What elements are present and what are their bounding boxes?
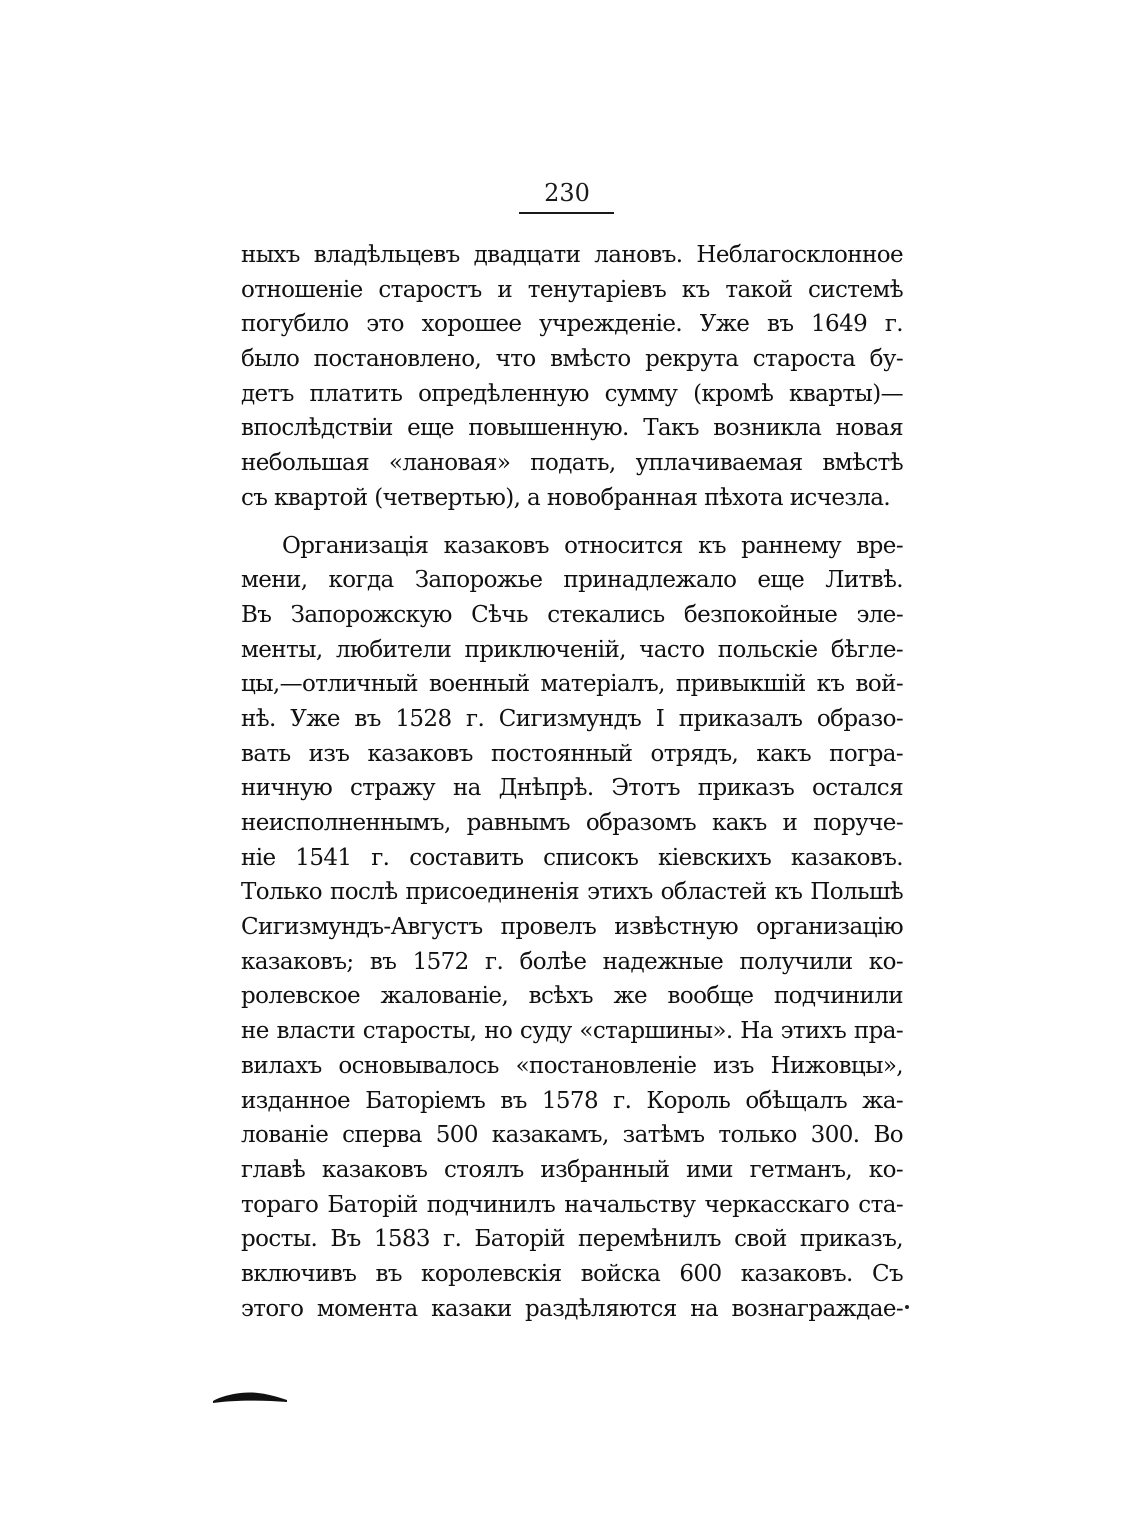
paragraph-2-line: нѣ. Уже въ 1528 г. Сигизмундъ I приказалъ образо- (241, 705, 903, 732)
paragraph-2-line: ничную стражу на Днѣпрѣ. Этотъ приказъ остался (241, 775, 903, 802)
paragraph-2-line: вать изъ казаковъ постоянный отрядъ, какъ погра- (241, 740, 903, 767)
paragraph-2-line: неисполненнымъ, равнымъ образомъ какъ и поруче- (241, 810, 903, 836)
paragraph-2-line: изданное Баторіемъ въ 1578 г. Король обѣщалъ жа- (241, 1087, 903, 1114)
paragraph-2-line: Въ Запорожскую Сѣчь стекались безпокойные эле- (241, 601, 903, 628)
paragraph-1-line: детъ платить опредѣленную сумму (кромѣ кварты)— (241, 380, 903, 407)
paragraph-2-line: лованіе сперва 500 казакамъ, затѣмъ только 300. Во (241, 1122, 903, 1149)
paragraph-1-line: ныхъ владѣльцевъ двадцати лановъ. Неблагосклонное (241, 242, 903, 268)
paragraph-2-line: этого момента казаки раздѣляются на вознаграждае- (241, 1295, 903, 1322)
ink-speck (905, 1305, 909, 1309)
paragraph-1-line: впослѣдствіи еще повышенную. Такъ возникла новая (241, 415, 903, 442)
paragraph-gap (241, 516, 903, 529)
ink-smudge (213, 1391, 287, 1403)
paragraph-1-line: съ квартой (четвертью), а новобранная пѣхота исчезла. (241, 484, 891, 511)
paragraph-2-line: казаковъ; въ 1572 г. болѣе надежные получили ко- (241, 948, 903, 975)
paragraph-1-line: погубило это хорошее учрежденіе. Уже въ 1649 г. (241, 311, 903, 338)
paragraph-2-line: Сигизмундъ-Августъ провелъ извѣстную организацію (241, 914, 903, 941)
page-number-rule (519, 212, 614, 214)
paragraph-2-line: ніе 1541 г. составить списокъ кіевскихъ казаковъ. (241, 844, 903, 871)
paragraph-2-line: не власти старосты, но суду «старшины». На этихъ пра- (241, 1018, 903, 1045)
paragraph-2-line: ролевское жалованіе, всѣхъ же вообще подчинили (241, 983, 903, 1010)
paragraph-1-line: небольшая «лановая» подать, уплачиваемая вмѣстѣ (241, 450, 903, 477)
paragraph-1-line: было постановлено, что вмѣсто рекрута староста бу- (241, 346, 903, 373)
paragraph-2-line: менты, любители приключеній, часто польскіе бѣгле- (241, 636, 903, 663)
paragraph-2-line: росты. Въ 1583 г. Баторій перемѣнилъ свой приказъ, (241, 1226, 903, 1253)
paragraph-2-line: вилахъ основывалось «постановленіе изъ Нижовцы», (241, 1052, 903, 1079)
body-text (241, 238, 903, 1326)
paragraph-2-line: цы,—отличный военный матеріалъ, привыкшій къ вой- (241, 671, 903, 698)
paragraph-2-line: тораго Баторій подчинилъ начальству черкасскаго ста- (241, 1191, 903, 1218)
paragraph-2-line: главѣ казаковъ стоялъ избранный ими гетманъ, ко- (241, 1156, 903, 1183)
paragraph-1-line: отношеніе старостъ и тенутаріевъ къ такой системѣ (241, 276, 903, 303)
paragraph-2-line: мени, когда Запорожье принадлежало еще Литвѣ. (241, 567, 903, 594)
paragraph-2-line: Только послѣ присоединенія этихъ областей къ Польшѣ (241, 879, 903, 906)
paragraph-2-line: включивъ въ королевскія войска 600 казаковъ. Съ (241, 1260, 903, 1287)
paragraph-2-line: Организація казаковъ относится къ раннему вре- (282, 532, 903, 559)
page-number: 230 (544, 179, 590, 207)
